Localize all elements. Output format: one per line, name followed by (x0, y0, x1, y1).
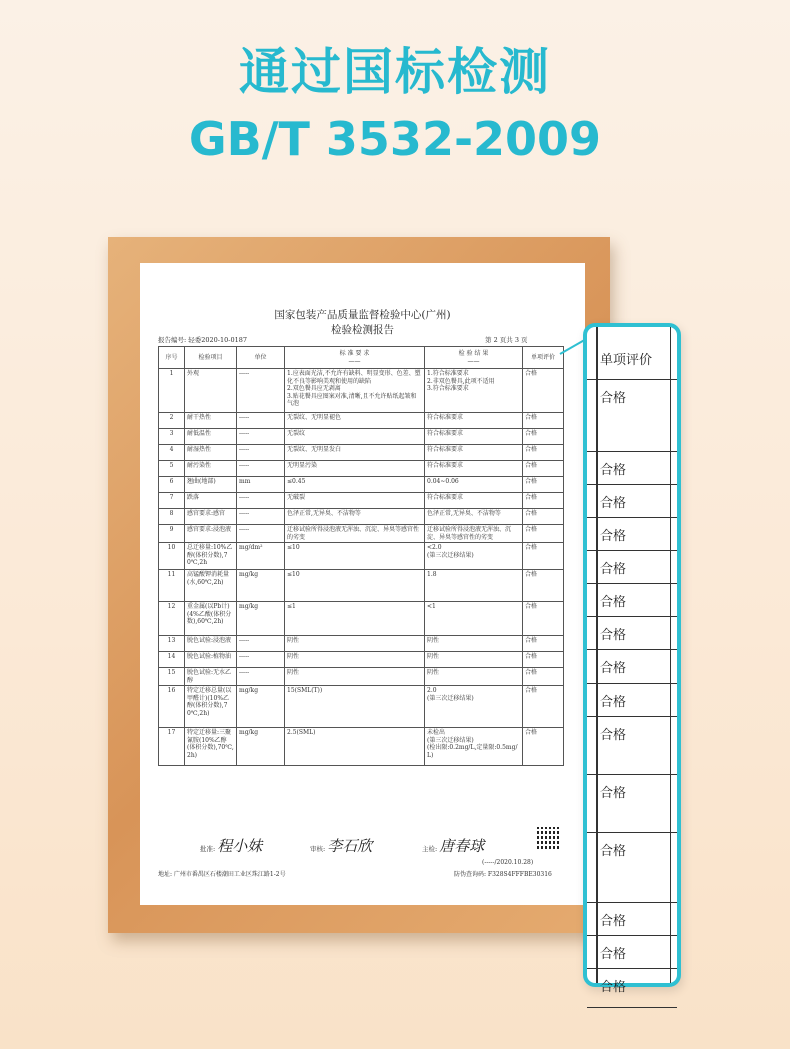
cell-result: 2.0 (第三次迁移结果) (425, 686, 523, 728)
cell-eval: 合格 (523, 445, 564, 461)
cell-eval: 合格 (523, 477, 564, 493)
cell-standard: ≤10 (285, 570, 425, 602)
cell-standard: 色泽正常,无异臭、不洁物等 (285, 509, 425, 525)
lab-address: 地址: 广州市番禺区石楼潮田工业区珠江路1-2号 (158, 871, 286, 878)
table-row (159, 493, 564, 509)
mag-eval-cell: 合格 (587, 774, 677, 833)
cell-eval: 合格 (523, 461, 564, 477)
col-header-result: 检 验 结 果 —— (425, 347, 523, 369)
cell-result: 阴性 (425, 668, 523, 686)
table-row (159, 686, 564, 728)
cell-standard: 无明显污染 (285, 461, 425, 477)
cell-no: 4 (159, 445, 185, 461)
col-header-eval: 单项评价 (523, 347, 564, 369)
cell-unit: mg/kg (237, 686, 285, 728)
cell-eval: 合格 (523, 429, 564, 445)
cell-no: 8 (159, 509, 185, 525)
cell-eval: 合格 (523, 493, 564, 509)
mag-eval-cell: 合格 (587, 935, 677, 969)
mag-eval-cell: 合格 (587, 649, 677, 684)
col-header-item: 检验项目 (185, 347, 237, 369)
table-row (159, 728, 564, 766)
date-code: (-----/2020.10.28) (482, 859, 534, 866)
mag-eval-cell: 合格 (587, 683, 677, 717)
picture-frame (108, 237, 610, 933)
cell-item: 特定迁移总量(以甲醛计)(10%乙醇(体积分数),70℃,2h) (185, 686, 237, 728)
cell-no: 14 (159, 652, 185, 668)
cell-no: 5 (159, 461, 185, 477)
cell-no: 16 (159, 686, 185, 728)
col-header-no: 序号 (159, 347, 185, 369)
cell-result: 色泽正常,无异臭、不洁物等 (425, 509, 523, 525)
table-row (159, 413, 564, 429)
cell-result: 符合标准要求 (425, 493, 523, 509)
table-row (159, 636, 564, 652)
cell-item: 耐湿热性 (185, 445, 237, 461)
cell-no: 13 (159, 636, 185, 652)
cell-result: <1 (425, 602, 523, 636)
cell-standard: 无裂纹 (285, 429, 425, 445)
cell-no: 1 (159, 369, 185, 413)
cell-eval: 合格 (523, 413, 564, 429)
cell-result: 符合标准要求 (425, 445, 523, 461)
cell-standard: 无裂纹、无明显褪色 (285, 413, 425, 429)
cell-unit: ----- (237, 668, 285, 686)
cell-eval: 合格 (523, 543, 564, 570)
cell-unit: ----- (237, 369, 285, 413)
cell-unit: ----- (237, 413, 285, 429)
table-row (159, 369, 564, 413)
cell-unit: ----- (237, 493, 285, 509)
cell-standard: ≤1 (285, 602, 425, 636)
table-row (159, 570, 564, 602)
cell-result: <2.0 (第三次迁移结果) (425, 543, 523, 570)
report-title: 检验检测报告 (331, 324, 394, 336)
cell-result: 符合标准要求 (425, 413, 523, 429)
table-row (159, 477, 564, 493)
cell-result: 迁移试验所得浸泡液无浑浊、沉淀、异臭等感官性的劣变 (425, 525, 523, 543)
cell-item: 耐低温性 (185, 429, 237, 445)
cell-no: 12 (159, 602, 185, 636)
report-number: 报告编号: 轻委2020-10-0187 (158, 336, 248, 344)
cell-result: 阴性 (425, 652, 523, 668)
cell-result: 符合标准要求 (425, 461, 523, 477)
cell-eval: 合格 (523, 602, 564, 636)
table-row (159, 525, 564, 543)
cell-no: 7 (159, 493, 185, 509)
org-name: 国家包装产品质量监督检验中心(广州) (274, 309, 451, 321)
cell-no: 6 (159, 477, 185, 493)
cell-unit: mg/kg (237, 570, 285, 602)
cell-unit: ----- (237, 429, 285, 445)
cell-eval: 合格 (523, 668, 564, 686)
cell-item: 脱色试验:无水乙醇 (185, 668, 237, 686)
col-header-unit: 单位 (237, 347, 285, 369)
cell-result: 1.符合标准要求 2.非双色餐具,此项不适用 3.符合标准要求 (425, 369, 523, 413)
cell-unit: ----- (237, 461, 285, 477)
cell-result: 未检出 (第三次迁移结果) (检出限:0.2mg/L,定量限:0.5mg/L) (425, 728, 523, 766)
cell-unit: ----- (237, 525, 285, 543)
cell-result: 阴性 (425, 636, 523, 652)
mag-header: 单项评价 (587, 327, 677, 380)
mag-eval-cell: 合格 (587, 484, 677, 518)
cell-no: 17 (159, 728, 185, 766)
mag-eval-cell: 合格 (587, 832, 677, 903)
magnified-eval-column (583, 323, 681, 995)
cell-standard: 阴性 (285, 652, 425, 668)
cell-item: 耐干热性 (185, 413, 237, 429)
cell-item: 高锰酸钾消耗量(水,60℃,2h) (185, 570, 237, 602)
page-title: 通过国标检测 (239, 43, 551, 101)
cell-standard: 15(SML(T)) (285, 686, 425, 728)
cell-eval: 合格 (523, 652, 564, 668)
mag-eval-cell: 合格 (587, 379, 677, 452)
mag-eval-cell: 合格 (587, 716, 677, 775)
cell-eval: 合格 (523, 570, 564, 602)
cell-item: 跌落 (185, 493, 237, 509)
cell-no: 10 (159, 543, 185, 570)
cell-eval: 合格 (523, 509, 564, 525)
cell-unit: mg/kg (237, 602, 285, 636)
reviewer-signature: 李石欣 (327, 837, 373, 855)
cell-standard: 无破裂 (285, 493, 425, 509)
approver: 批准: 程小妹 (200, 837, 263, 855)
cell-item: 耐污染性 (185, 461, 237, 477)
mag-eval-cell: 合格 (587, 968, 677, 1008)
cell-result: 符合标准要求 (425, 429, 523, 445)
table-row (159, 509, 564, 525)
standard-code: GB/T 3532-2009 (188, 112, 602, 166)
cell-no: 9 (159, 525, 185, 543)
mag-eval-cell: 合格 (587, 902, 677, 936)
cell-item: 脱色试验:浸泡液 (185, 636, 237, 652)
mag-eval-cell: 合格 (587, 517, 677, 551)
cell-standard: 阴性 (285, 668, 425, 686)
col-header-standard: 标 准 要 求 —— (285, 347, 425, 369)
mag-eval-cell: 合格 (587, 550, 677, 584)
cell-item: 感官要求:浸泡液 (185, 525, 237, 543)
anti-fake-code: 防伪查询码: F328S4FFFBE30316 (454, 871, 552, 878)
cell-eval: 合格 (523, 369, 564, 413)
cell-standard: 无裂纹、无明显发白 (285, 445, 425, 461)
cell-no: 2 (159, 413, 185, 429)
table-row (159, 429, 564, 445)
page-info: 第 2 页共 3 页 (485, 336, 528, 344)
cell-no: 15 (159, 668, 185, 686)
cell-standard: ≤0.45 (285, 477, 425, 493)
inspector-signature: 唐春球 (439, 837, 485, 855)
table-row (159, 668, 564, 686)
cell-standard: 阴性 (285, 636, 425, 652)
cell-standard: ≤10 (285, 543, 425, 570)
cell-eval: 合格 (523, 686, 564, 728)
table-row (159, 543, 564, 570)
cell-item: 重金属(以Pb计)(4%乙酸(体积分数),60℃,2h) (185, 602, 237, 636)
cell-item: 翘曲(地部) (185, 477, 237, 493)
cell-no: 3 (159, 429, 185, 445)
cell-item: 感官要求:感官 (185, 509, 237, 525)
table-row (159, 461, 564, 477)
cell-unit: mg/dm² (237, 543, 285, 570)
cell-unit: mm (237, 477, 285, 493)
cell-unit: ----- (237, 445, 285, 461)
cell-item: 特定迁移量:三聚氰胺(10%乙醇(体积分数),70℃,2h) (185, 728, 237, 766)
cell-item: 总迁移量:10%乙醇(体积分数),70℃,2h (185, 543, 237, 570)
report-paper (140, 263, 585, 905)
cell-item: 脱色试验:植物油 (185, 652, 237, 668)
cell-result: 0.04~0.06 (425, 477, 523, 493)
mag-eval-cell: 合格 (587, 616, 677, 650)
cell-unit: ----- (237, 636, 285, 652)
report-table (158, 346, 564, 766)
cell-eval: 合格 (523, 636, 564, 652)
mag-eval-cell: 合格 (587, 583, 677, 617)
reviewer: 审核: 李石欣 (310, 837, 373, 855)
inspector: 主检: 唐春球 (422, 837, 485, 855)
cell-unit: ----- (237, 509, 285, 525)
cell-eval: 合格 (523, 525, 564, 543)
cell-item: 外观 (185, 369, 237, 413)
cell-unit: mg/kg (237, 728, 285, 766)
table-row (159, 445, 564, 461)
cell-standard: 2.5(SML) (285, 728, 425, 766)
mag-eval-cell: 合格 (587, 451, 677, 485)
table-row (159, 602, 564, 636)
cell-result: 1.8 (425, 570, 523, 602)
cell-standard: 1.应表面光洁,不允许有缺料、明显变形、色差、塑化不良等影响美观和使用的缺陷 2.双色餐具应无剥离 3.贴花餐具应图案对准,清晰,且不允许贴纸起皱和气泡 (285, 369, 425, 413)
table-row (159, 652, 564, 668)
cell-no: 11 (159, 570, 185, 602)
cell-eval: 合格 (523, 728, 564, 766)
cell-standard: 迁移试验所得浸泡液无浑浊、沉淀、异臭等感官性的劣变 (285, 525, 425, 543)
cell-unit: ----- (237, 652, 285, 668)
approver-signature: 程小妹 (217, 837, 263, 855)
